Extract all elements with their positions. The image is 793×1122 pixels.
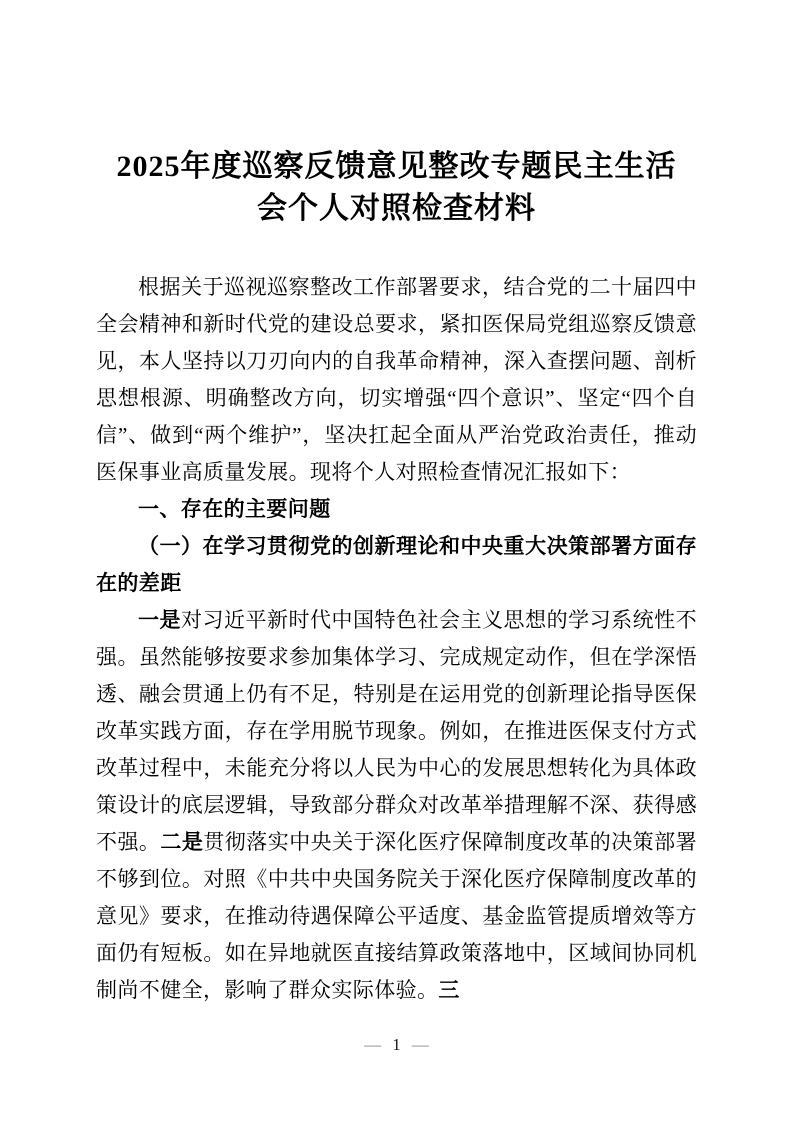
document-body [96, 269, 697, 1009]
footer-dash-right: — [411, 1035, 429, 1054]
title-line-2: 会个人对照检查材料 [257, 192, 536, 225]
point-2-text: 贯彻落实中央关于深化医疗保障制度改革的决策部署不够到位。对照《中共中央国务院关于深化医疗保障制度改革的意见》要求，在推动待遇保障公平适度、基金监管提质增效等方面仍有短板。如在异地就医直接结算政策落地中，区域间协同机制尚不健全，影响了群众实际体验。 [96, 830, 697, 1002]
point-3-marker-partial: 三 [438, 978, 460, 1002]
intro-paragraph: 根据关于巡视巡察整改工作部署要求，结合党的二十届四中全会精神和新时代党的建设总要求，紧扣医保局党组巡察反馈意见，本人坚持以刀刃向内的自我革命精神，深入查摆问题、剖析思想根源、明确整改方向，切实增强“四个意识”、坚定“四个自信”、做到“两个维护”，坚决扛起全面从严治党政治责任，推动医保事业高质量发展。现将个人对照检查情况汇报如下： [96, 275, 697, 484]
footer-dash-left: — [364, 1035, 382, 1054]
title-line-1: 2025年度巡察反馈意见整改专题民主生活 [116, 150, 677, 183]
subsection-1-heading: （一）在学习贯彻党的创新理论和中央重大决策部署方面存在的差距 [96, 534, 697, 595]
point-2-marker: 二是 [160, 830, 204, 854]
point-1-marker: 一是 [138, 608, 182, 632]
point-1-text: 对习近平新时代中国特色社会主义思想的学习系统性不强。虽然能够按要求参加集体学习、完成规定动作，但在学深悟透、融会贯通上仍有不足，特别是在运用党的创新理论指导医保改革实践方面，存在学用脱节现象。例如，在推进医保支付方式改革过程中，未能充分将以人民为中心的发展思想转化为具体政策设计的底层逻辑，导致部分群众对改革举措理解不深、获得感不强。 [96, 608, 697, 854]
problems-paragraph [96, 602, 697, 1009]
page-footer [0, 1035, 793, 1055]
document-title [48, 146, 745, 230]
page-number: 1 [392, 1035, 401, 1054]
section-1-heading: 一、存在的主要问题 [138, 498, 331, 521]
